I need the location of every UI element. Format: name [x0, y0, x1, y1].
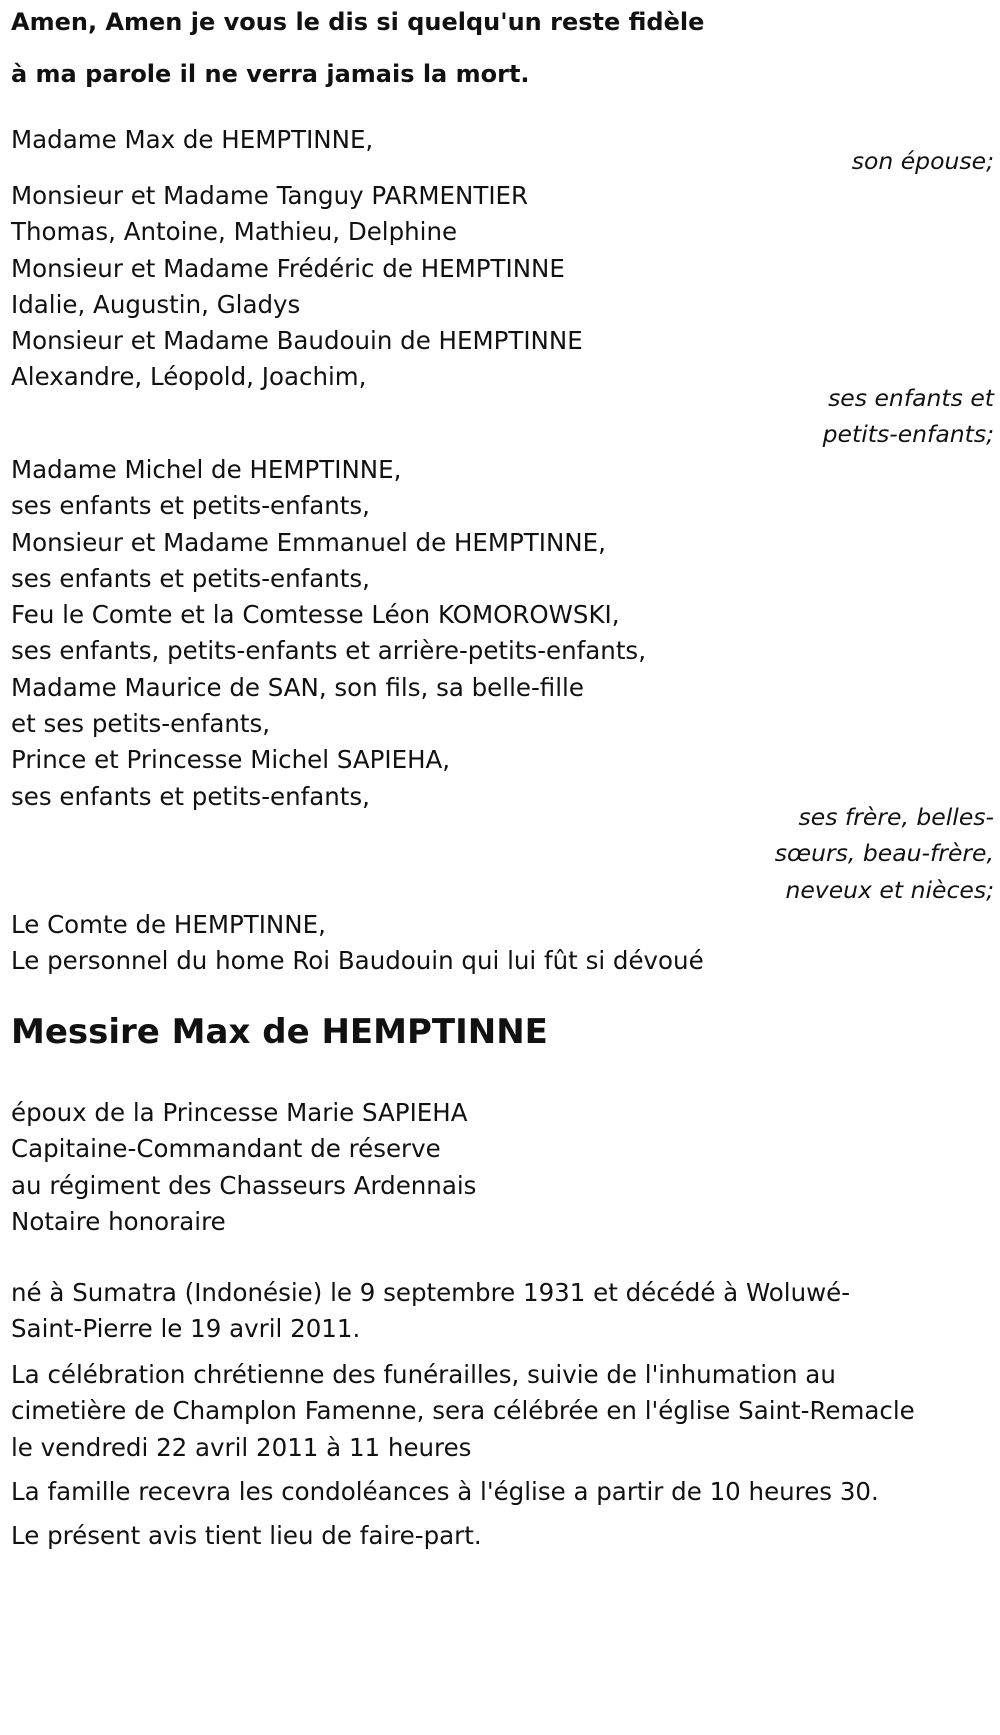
family-line: ses enfants et petits-enfants, [11, 563, 370, 593]
family-line: ses enfants et petits-enfants, [11, 491, 370, 521]
relation-line: ses enfants et [828, 384, 994, 412]
title-line: Notaire honoraire [11, 1206, 226, 1236]
family-line: Monsieur et Madame Emmanuel de HEMPTINNE, [11, 527, 606, 557]
siblings-relation [0, 799, 994, 908]
title-line: époux de la Princesse Marie SAPIEHA [11, 1098, 468, 1127]
paragraph-line: La célébration chrétienne des funérailles, suivie de l'inhumation au [11, 1360, 836, 1389]
paragraph-line: cimetière de Champlon Famenne, sera célébrée en l'église Saint-Remacle [11, 1396, 915, 1426]
family-line: Prince et Princesse Michel SAPIEHA, [11, 745, 451, 775]
paragraph-line: Saint-Pierre le 19 avril 2011. [11, 1314, 361, 1344]
deceased-name: Messire Max de HEMPTINNE [11, 1012, 548, 1052]
funeral-block [11, 1357, 915, 1466]
relation-line: neveux et nièces; [785, 875, 994, 904]
verse-line: à ma parole il ne verra jamais la mort. [11, 60, 530, 88]
family-line: Alexandre, Léopold, Joachim, [11, 362, 367, 392]
titles-block [11, 1095, 476, 1240]
family-line: Madame Max de HEMPTINNE, [11, 125, 374, 154]
family-line: Le personnel du home Roi Baudouin qui lui fût si dévoué [11, 946, 704, 976]
notice-text: Le présent avis tient lieu de faire-part. [11, 1521, 482, 1550]
spouse-relation [0, 143, 994, 179]
relation-line: petits-enfants; [822, 420, 994, 449]
siblings-block [11, 452, 646, 815]
family-line: Feu le Comte et la Comtesse Léon KOMOROWSKI, [11, 600, 620, 630]
family-line: ses enfants et petits-enfants, [11, 781, 370, 811]
family-line: Idalie, Augustin, Gladys [11, 289, 301, 319]
family-line: Madame Michel de HEMPTINNE, [11, 455, 402, 484]
title-line: au régiment des Chasseurs Ardennais [11, 1170, 477, 1200]
family-line: Monsieur et Madame Frédéric de HEMPTINNE [11, 253, 565, 283]
family-line: Madame Maurice de SAN, son fils, sa belle-fille [11, 672, 584, 702]
paragraph-line: le vendredi 22 avril 2011 à 11 heures [11, 1432, 472, 1462]
others-block [11, 907, 704, 980]
children-relation [0, 380, 994, 453]
children-block [11, 178, 583, 396]
verse-line: Amen, Amen je vous le dis si quelqu'un reste fidèle [11, 8, 705, 36]
family-line: Monsieur et Madame Baudouin de HEMPTINNE [11, 326, 583, 356]
relation-line: ses frère, belles- [798, 803, 994, 831]
relation-line: sœurs, beau-frère, [774, 839, 994, 868]
family-line: et ses petits-enfants, [11, 709, 271, 739]
paragraph-line: né à Sumatra (Indonésie) le 9 septembre 1931 et décédé à Woluwé- [11, 1278, 851, 1307]
title-line: Capitaine-Commandant de réserve [11, 1134, 441, 1164]
birth-death-block [11, 1275, 850, 1348]
bible-verse [11, 0, 704, 100]
family-line: Monsieur et Madame Tanguy PARMENTIER [11, 181, 529, 210]
family-line: Le Comte de HEMPTINNE, [11, 910, 326, 939]
condolences-text: La famille recevra les condoléances à l'église a partir de 10 heures 30. [11, 1477, 879, 1506]
family-line: ses enfants, petits-enfants et arrière-petits-enfants, [11, 636, 646, 666]
family-line: Thomas, Antoine, Mathieu, Delphine [11, 217, 458, 247]
relation-line: son épouse; [851, 147, 994, 175]
